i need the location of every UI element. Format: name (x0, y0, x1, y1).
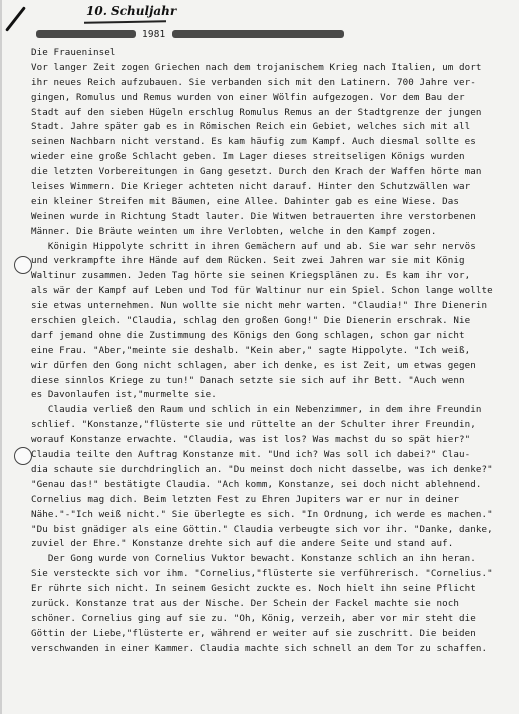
text-line: Claudia verließ den Raum und schlich in ein Nebenzimmer, in dem ihre Freundin (31, 404, 482, 416)
text-line: seinen Nachbarn nicht verstand. Es kam häufig zum Kampf. Auch diesmal sollte es (31, 136, 476, 148)
text-line: Stadt. Jahre später gab es in Römischen Reich ein Gebiet, welches sich mit all (31, 121, 471, 133)
text-line: sie etwas unternehmen. Nun wollte sie nicht mehr warten. "Claudia!" Ihre Dienerin (31, 300, 488, 312)
text-line: schöner. Cornelius ging auf sie zu. "Oh, König, verzeih, aber vor mir steht die (31, 612, 476, 624)
handwritten-title: 10. Schuljahr (86, 4, 177, 18)
text-line: Er rührte sich nicht. In seinem Gesicht zuckte es. Noch hielt ihn seine Pflicht (31, 583, 476, 595)
text-line: gingen, Romulus und Remus wurden von einer Wölfin aufgezogen. Vor dem Bau der (31, 91, 465, 103)
punch-hole-bottom (14, 447, 32, 465)
text-line: "Du bist gnädiger als eine Göttin." Claudia verbeugte sich vor ihr. "Danke, danke, (31, 523, 493, 535)
text-line: wir dürfen den Gong nicht schlagen, aber ich denke, es ist Zeit, um etwas gegen (31, 359, 476, 371)
text-line: "Genau das!" bestätigte Claudia. "Ach komm, Konstanze, sei doch nicht ablehnend. (31, 478, 482, 490)
text-line: ein kleiner Streifen mit Bäumen, eine Allee. Dahinter gab es eine Wiese. Das (31, 195, 459, 207)
story-text (31, 46, 505, 657)
text-line: diese sinnlos Kriege zu tun!" Danach setzte sie sich auf ihr Bett. "Auch wenn (31, 374, 465, 386)
text-line: Göttin der Liebe,"flüsterte er, während er weiter auf sie zuschritt. Die beiden (31, 627, 476, 639)
year-text: 1981 (142, 29, 166, 40)
text-line: zuviel der Ehre." Konstanze drehte sich auf die andere Seite und stand auf. (31, 538, 454, 550)
text-line: Sie versteckte sich vor ihm. "Cornelius,"flüsterte sie verführerisch. "Cornelius." (31, 568, 493, 580)
text-line: die letzten Vorbereitungen in Gang gesetzt. Durch den Krach der Waffen hörte man (31, 166, 482, 178)
text-line: Männer. Die Bräute weinten um ihre Verlobten, welche in den Kampf zogen. (31, 225, 437, 237)
text-line: Stadt auf den sieben Hügeln erschlug Romulus Remus an der Stadtgrenze der jungen (31, 106, 482, 118)
text-line: verschwanden in einer Kammer. Claudia machte sich schnell an dem Tor zu schaffen. (31, 642, 488, 654)
scan-edge (0, 0, 2, 714)
text-line: leises Wimmern. Die Krieger achteten nicht darauf. Hinter den Schutzwällen war (31, 181, 471, 193)
text-line: zurück. Konstanze trat aus der Nische. Der Schein der Fackel machte sie noch (31, 597, 459, 609)
text-line: schlief. "Konstanze,"flüsterte sie und rüttelte an der Schulter ihrer Freundin, (31, 419, 476, 431)
text-line: Claudia teilte den Auftrag Konstanze mit. "Und ich? Was soll ich dabei?" Clau- (31, 449, 471, 461)
text-line: Königin Hippolyte schritt in ihren Gemächern auf und ab. Sie war sehr nervös (31, 240, 476, 252)
redaction-strike (36, 30, 136, 38)
punch-hole-top (14, 256, 32, 274)
text-line: dia schaute sie durchdringlich an. "Du meinst doch nicht dasselbe, was ich denke?" (31, 463, 493, 475)
handwritten-slash-mark (5, 6, 26, 31)
text-line: und verkrampfte ihre Hände auf dem Rücken. Seit zwei Jahren war sie mit König (31, 255, 465, 267)
story-heading: Die Fraueninsel (31, 47, 116, 58)
text-line: Vor langer Zeit zogen Griechen nach dem trojanischem Krieg nach Italien, um dort (31, 61, 482, 73)
text-line: darf jemand ohne die Zustimmung des Königs den Gong schlagen, schon gar nicht (31, 329, 465, 341)
redaction-strike (172, 30, 344, 38)
text-line: ihr neues Reich aufzubauen. Sie verbanden sich mit den Latinern. 700 Jahre ver- (31, 76, 476, 88)
text-line: erschien gleich. "Claudia, schlag den großen Gong!" Die Dienerin erschrak. Nie (31, 315, 471, 327)
text-line: Cornelius mag dich. Beim letzten Fest zu Ehren Jupiters war er nur in deiner (31, 493, 459, 505)
text-line: Weinen wurde in Richtung Stadt lauter. Die Witwen betrauerten ihre verstorbenen (31, 210, 476, 222)
handwritten-underline (84, 20, 166, 23)
text-line: als wär der Kampf auf Leben und Tod für Waltinur nur ein Spiel. Schon lange wollte (31, 285, 493, 297)
text-line: Waltinur zusammen. Jeden Tag hörte sie seinen Kriegsplänen zu. Es kam ihr vor, (31, 270, 471, 282)
text-line: Nähe."-"Ich weiß nicht." Sie überlegte es sich. "In Ordnung, ich werde es machen." (31, 508, 493, 520)
text-line: worauf Konstanze erwachte. "Claudia, was ist los? Was machst du so spät hier?" (31, 434, 471, 446)
text-line: eine Frau. "Aber,"meinte sie deshalb. "Kein aber," sagte Hippolyte. "Ich weiß, (31, 344, 471, 356)
text-line: Der Gong wurde von Cornelius Vuktor bewacht. Konstanze schlich an ihn heran. (31, 553, 476, 565)
text-line: es Davonlaufen ist,"murmelte sie. (31, 389, 217, 401)
text-line: wieder eine große Schlacht geben. Im Lager dieses streitseligen Königs wurden (31, 151, 465, 163)
